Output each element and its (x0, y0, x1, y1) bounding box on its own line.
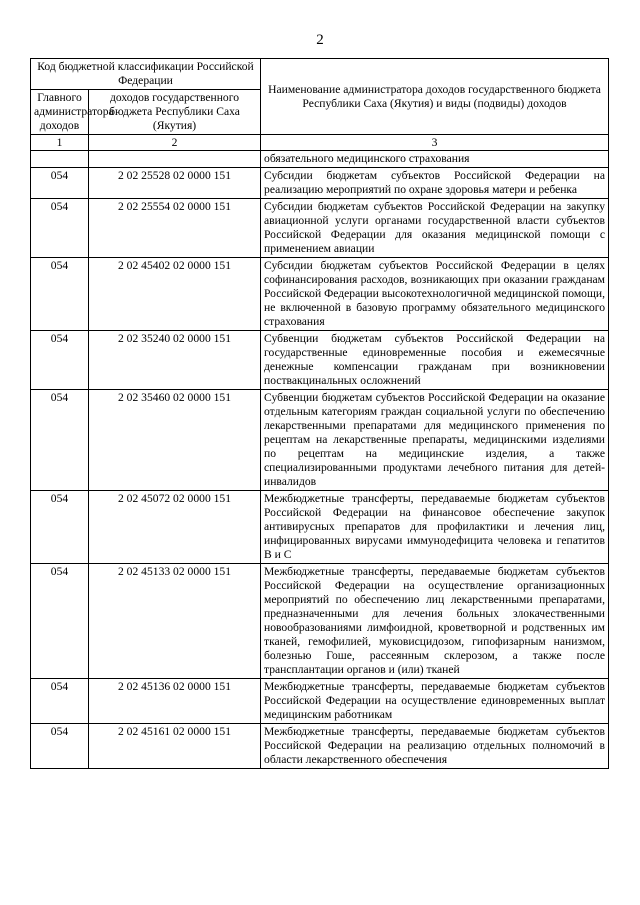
budget-code-cell (89, 151, 261, 168)
admin-code-cell (31, 151, 89, 168)
table-row (31, 331, 609, 390)
admin-code-cell: 054 (31, 199, 89, 258)
admin-code-cell: 054 (31, 258, 89, 331)
budget-code-cell: 2 02 45133 02 0000 151 (89, 564, 261, 679)
column-number: 1 (31, 135, 89, 151)
budget-classification-table (30, 58, 609, 769)
table-row (31, 491, 609, 564)
admin-code-cell: 054 (31, 491, 89, 564)
header-col3: Наименование администратора доходов государственного бюджета Республики Саха (Якутия) и виды (подвиды) доходов (261, 59, 609, 135)
column-number: 3 (261, 135, 609, 151)
page-number: 2 (316, 32, 324, 48)
admin-code-cell: 054 (31, 390, 89, 491)
budget-code-cell: 2 02 35240 02 0000 151 (89, 331, 261, 390)
header-col1: Главного администратора доходов (31, 90, 89, 135)
budget-code-cell: 2 02 35460 02 0000 151 (89, 390, 261, 491)
table-row (31, 724, 609, 769)
table-row (31, 258, 609, 331)
budget-code-cell: 2 02 45072 02 0000 151 (89, 491, 261, 564)
admin-code-cell: 054 (31, 679, 89, 724)
admin-code-cell: 054 (31, 168, 89, 199)
table-row (31, 168, 609, 199)
table-row (31, 390, 609, 491)
table-header-row (31, 59, 609, 90)
budget-code-cell: 2 02 45161 02 0000 151 (89, 724, 261, 769)
budget-code-cell: 2 02 45136 02 0000 151 (89, 679, 261, 724)
income-name-cell: Межбюджетные трансферты, передаваемые бюджетам субъектов Российской Федерации на финансовое обеспечение закупок антивирусных препаратов для профилактики и лечения лиц, инфицированных вирусами иммунодефицита человека и гепатитов В и С (261, 491, 609, 564)
admin-code-cell: 054 (31, 331, 89, 390)
admin-code-cell: 054 (31, 564, 89, 679)
income-name-cell: Субсидии бюджетам субъектов Российской Федерации на закупку авиационной услуги органами государственной власти субъектов Российской Федерации для оказания медицинской помощи с применением авиации (261, 199, 609, 258)
budget-code-cell: 2 02 25528 02 0000 151 (89, 168, 261, 199)
income-name-cell: Межбюджетные трансферты, передаваемые бюджетам субъектов Российской Федерации на осуществление организационных мероприятий по обеспечению лиц лекарственными препаратами, предназначенными для лечения больных злокачественными новообразованиями лимфоидной, кроветворной и родственных им тканей, гемофилией, муковисцидозом, гипофизарным нанизмом, болезнью Гоше, рассеянным склерозом, а также после трансплантации органов и (или) тканей (261, 564, 609, 679)
header-group-title: Код бюджетной классификации Российской Федерации (31, 59, 261, 90)
header-col2: доходов государственного бюджета Республики Саха (Якутия) (89, 90, 261, 135)
table-row (31, 151, 609, 168)
budget-code-cell: 2 02 25554 02 0000 151 (89, 199, 261, 258)
income-name-cell: Межбюджетные трансферты, передаваемые бюджетам субъектов Российской Федерации на осуществление единовременных выплат медицинским работникам (261, 679, 609, 724)
table-row (31, 199, 609, 258)
income-name-cell: Межбюджетные трансферты, передаваемые бюджетам субъектов Российской Федерации на реализацию отдельных полномочий в области лекарственного обеспечения (261, 724, 609, 769)
income-name-cell: Субсидии бюджетам субъектов Российской Федерации в целях софинансирования расходов, возникающих при оказании гражданам Российской Федерации высокотехнологичной медицинской помощи, не включенной в базовую программу обязательного медицинского страхования (261, 258, 609, 331)
column-number: 2 (89, 135, 261, 151)
income-name-cell: Субвенции бюджетам субъектов Российской Федерации на государственные единовременные пособия и ежемесячные денежные компенсации гражданам при возникновении поствакцинальных осложнений (261, 331, 609, 390)
table-row (31, 679, 609, 724)
admin-code-cell: 054 (31, 724, 89, 769)
income-name-cell: Субвенции бюджетам субъектов Российской Федерации на оказание отдельным категориям граждан социальной услуги по обеспечению лекарственными препаратами для медицинского применения по рецептам на лекарственные препараты, медицинскими изделиями по рецептам на медицинские изделия, а также специализированными продуктами лечебного питания для детей-инвалидов (261, 390, 609, 491)
income-name-cell: обязательного медицинского страхования (261, 151, 609, 168)
column-number-row (31, 135, 609, 151)
income-name-cell: Субсидии бюджетам субъектов Российской Федерации на реализацию мероприятий по охране здоровья матери и ребенка (261, 168, 609, 199)
table-row (31, 564, 609, 679)
budget-code-cell: 2 02 45402 02 0000 151 (89, 258, 261, 331)
